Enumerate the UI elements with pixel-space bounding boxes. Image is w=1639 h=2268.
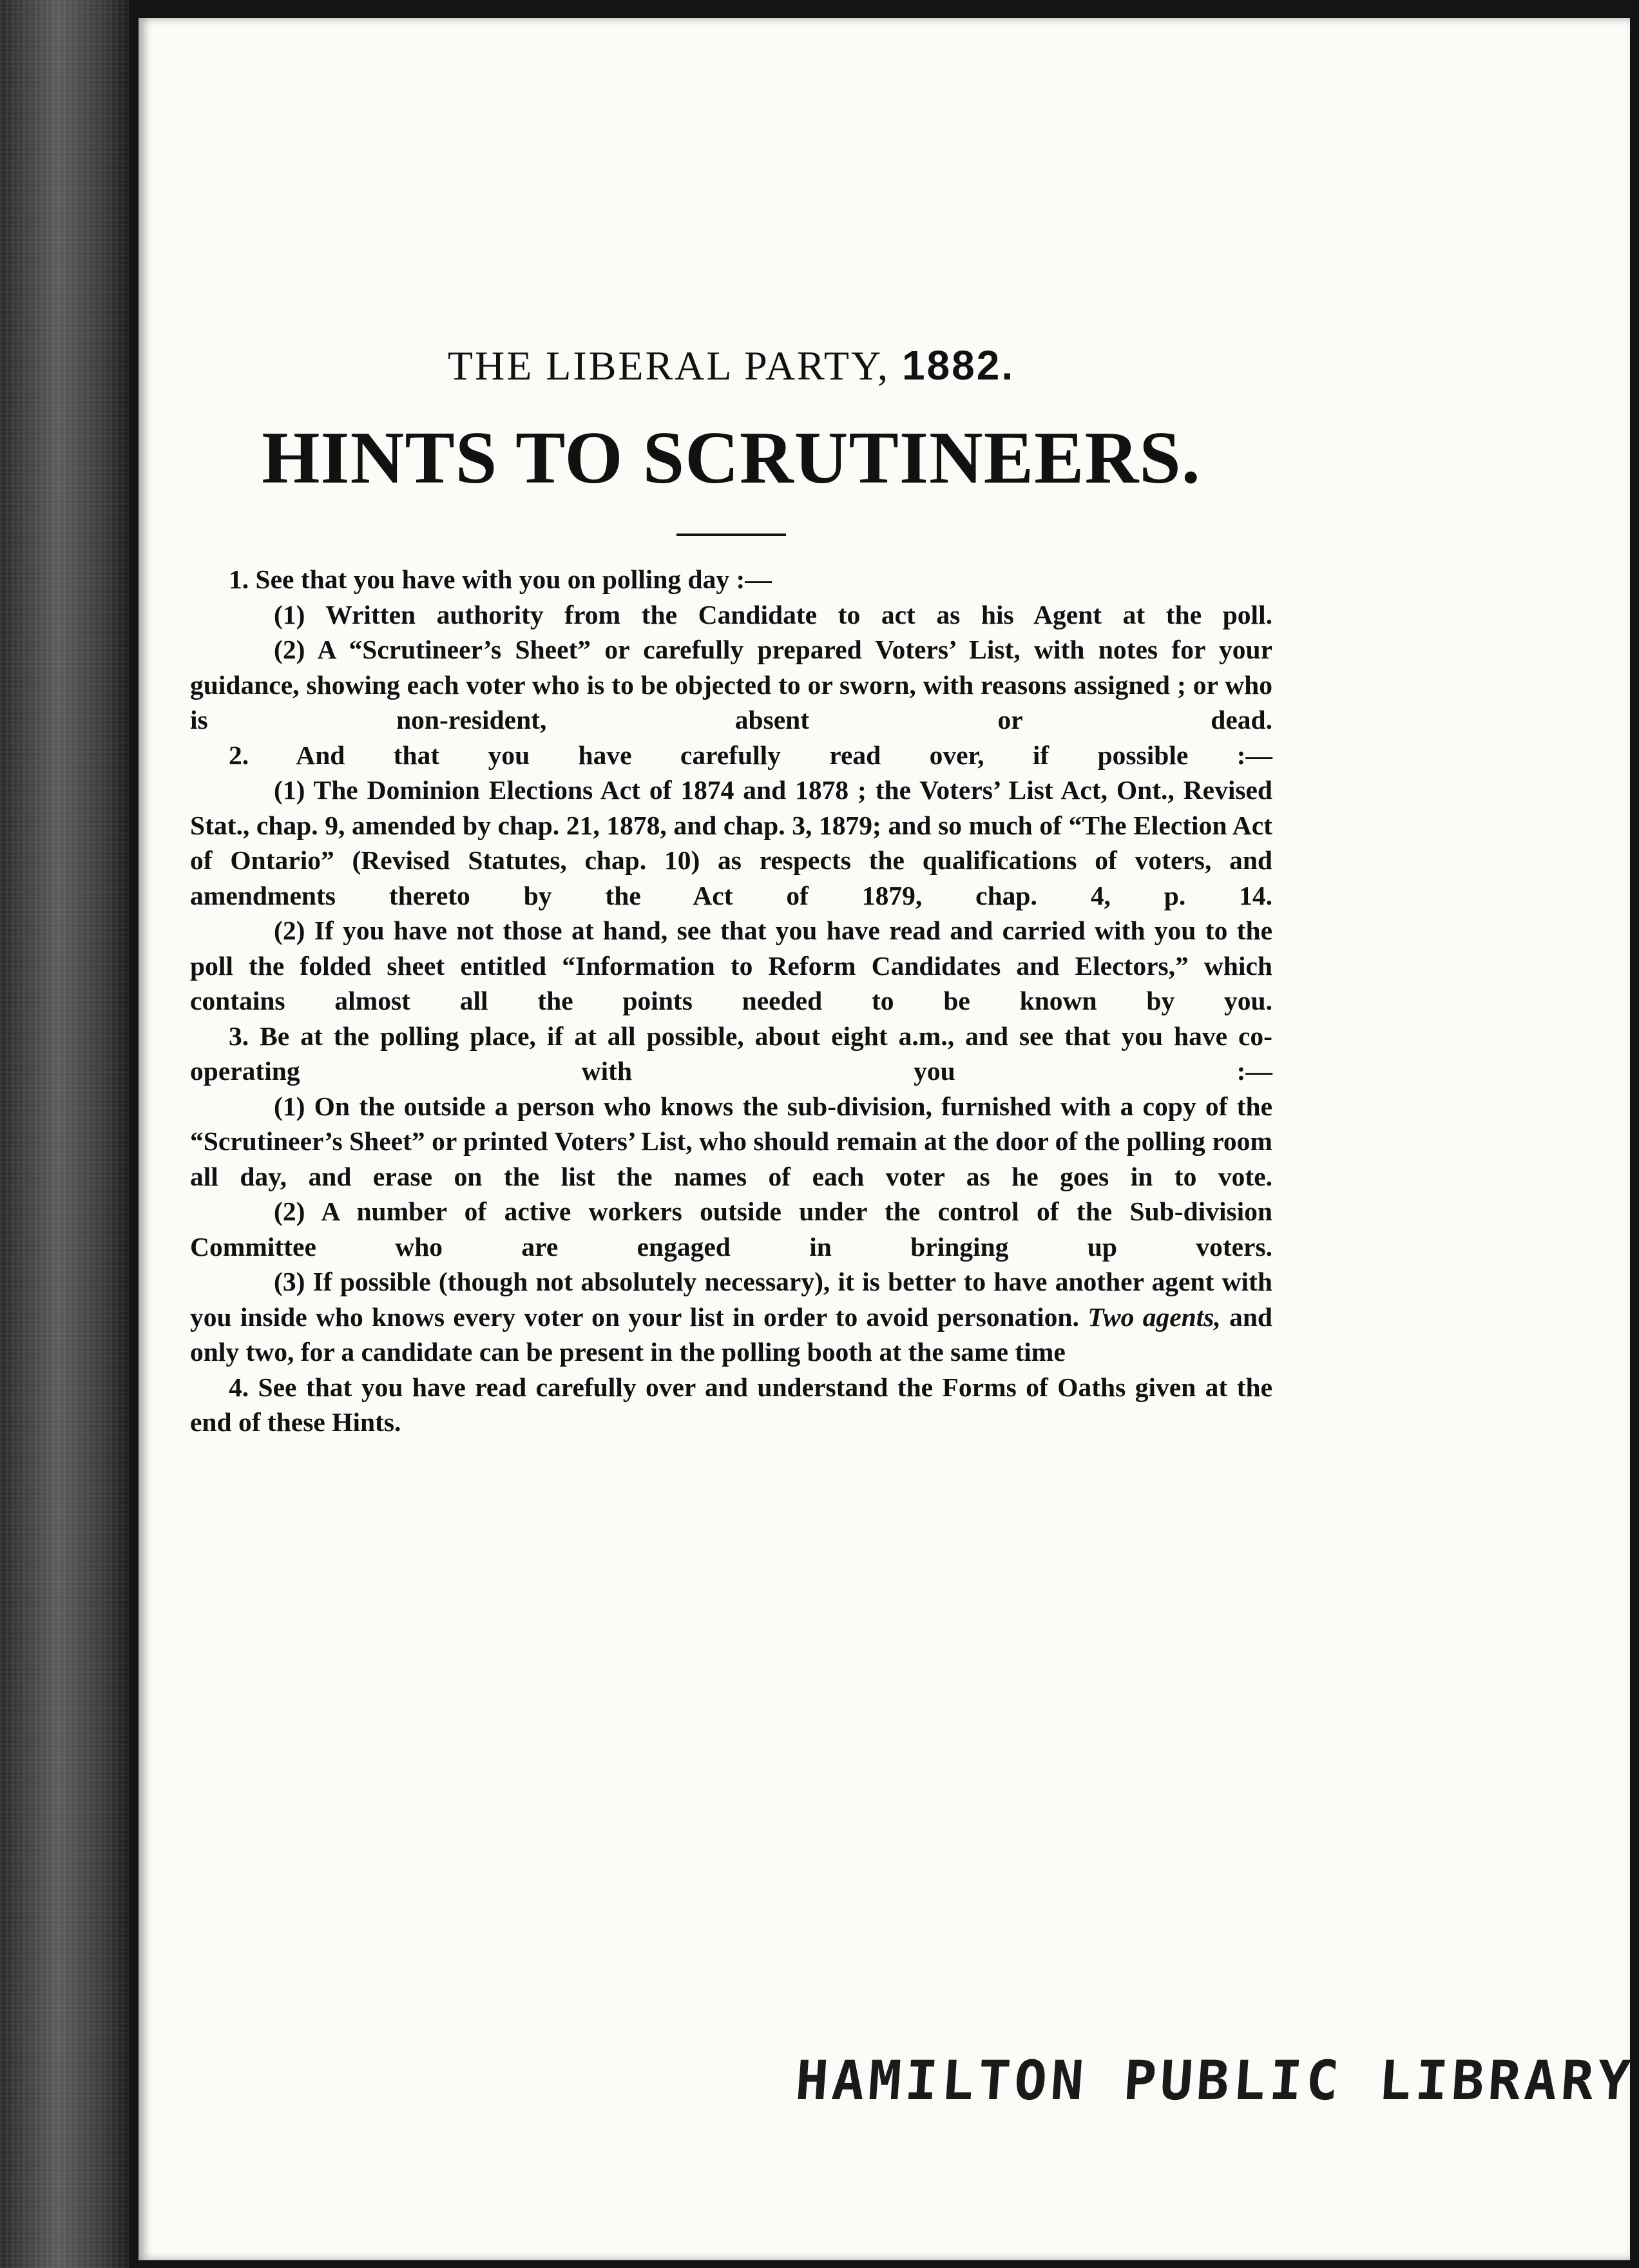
hints-body <box>190 562 1272 1440</box>
hint-3: 3. Be at the polling place, if at all possible, about eight a.m., and see that you have co-operating with you :— <box>190 1021 1272 1086</box>
hint-3-3-text: (3) If possible (though not absolutely necessary), it is better to have another agent with you inside who knows every voter on your list in order to avoid personation. <box>190 1267 1272 1332</box>
hint-3-3-emphasis: Two agents, <box>1088 1302 1221 1332</box>
book-spine-edge <box>0 0 129 2268</box>
document-content <box>190 341 1272 1440</box>
hint-2-1: (1) The Dominion Elections Act of 1874 and 1878 ; the Voters’ List Act, Ont., Revised Stat., chap. 9, amended by chap. 21, 1878, and chap. 3, 1879; and so much of “The Election Act of Ontario” (Revised Statutes, chap. 10) as respects the qualifications of voters, and amendments thereto by the Act of 1879, chap. 4, p. 14. <box>190 775 1272 910</box>
hint-2-2: (2) If you have not those at hand, see that you have read and carried with you to the poll the folded sheet entitled “Information to Reform Candidates and Electors,” which contains almost all the points needed to be known by you. <box>190 916 1272 1015</box>
hint-3-3 <box>190 1264 1272 1370</box>
party-name: THE LIBERAL PARTY, <box>447 343 902 389</box>
hint-1-2: (2) A “Scrutineer’s Sheet” or carefully prepared Voters’ List, with notes for your guidance, showing each voter who is to be objected to or sworn, with reasons assigned ; or who is non-resident, absent or dead. <box>190 635 1272 735</box>
party-year: 1882. <box>901 342 1015 389</box>
hint-3-3-rest: and only two, for a candidate can be present in the polling booth at the same time <box>190 1302 1272 1367</box>
library-stamp: HAMILTON PUBLIC LIBRARY <box>793 2049 1636 2112</box>
hint-3-1: (1) On the outside a person who knows the sub-division, furnished with a copy of the “Scrutineer’s Sheet” or printed Voters’ List, who should remain at the door of the polling room all day, and erase on the list the names of each voter as he goes in to vote. <box>190 1091 1272 1191</box>
party-heading <box>190 341 1272 390</box>
hint-4: 4. See that you have read carefully over and understand the Forms of Oaths given at the end of these Hints. <box>190 1372 1272 1437</box>
hint-2: 2. And that you have carefully read over, if possible :— <box>229 740 1272 770</box>
title-rule <box>676 533 786 536</box>
hint-3-2: (2) A number of active workers outside under the control of the Sub-division Committee who are engaged in bringing up voters. <box>190 1196 1272 1262</box>
hint-1: 1. See that you have with you on polling day :— <box>229 564 772 594</box>
page-title: HINTS TO SCRUTINEERS. <box>262 417 1201 499</box>
hint-1-1: (1) Written authority from the Candidate to act as his Agent at the poll. <box>274 599 1272 629</box>
